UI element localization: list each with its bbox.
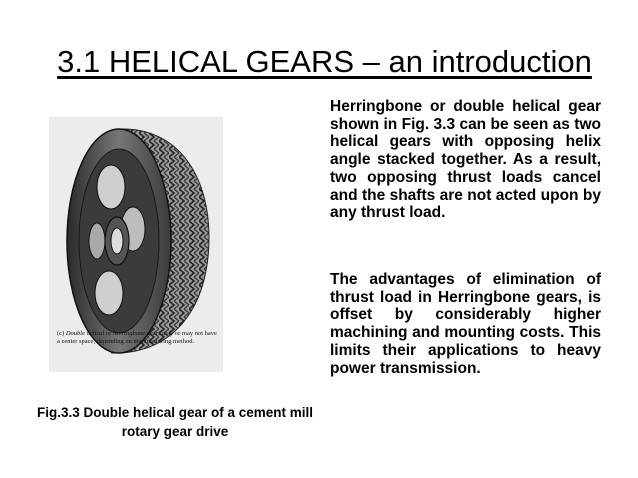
figure-note-label: (c) xyxy=(57,330,65,337)
figure-note-italic: Double helical xyxy=(65,330,105,337)
figure-note xyxy=(57,330,217,346)
figure-note-italic2: herringbone xyxy=(112,330,146,337)
gear-figure xyxy=(49,117,223,372)
paragraph-advantages: The advantages of elimination of thrust load in Herringbone gears, is offset by considerably higher machining and mounting costs. This limits their applications to heavy power transmission. xyxy=(330,271,601,377)
paragraph-herringbone: Herringbone or double helical gear shown in Fig. 3.3 can be seen as two helical gears with opposing helix angle stacked together. As a result, two opposing thrust loads cancel and the shafts are not acted upon by any thrust load. xyxy=(330,98,601,222)
figure-note-rest: gears may or may not have a center space, depending on manufacturing method. xyxy=(57,330,217,345)
slide-title: 3.1 HELICAL GEARS – an introduction xyxy=(57,44,592,79)
figure-note-or: or xyxy=(105,330,112,337)
figure-caption: Fig.3.3 Double helical gear of a cement mill rotary gear drive xyxy=(36,405,314,439)
